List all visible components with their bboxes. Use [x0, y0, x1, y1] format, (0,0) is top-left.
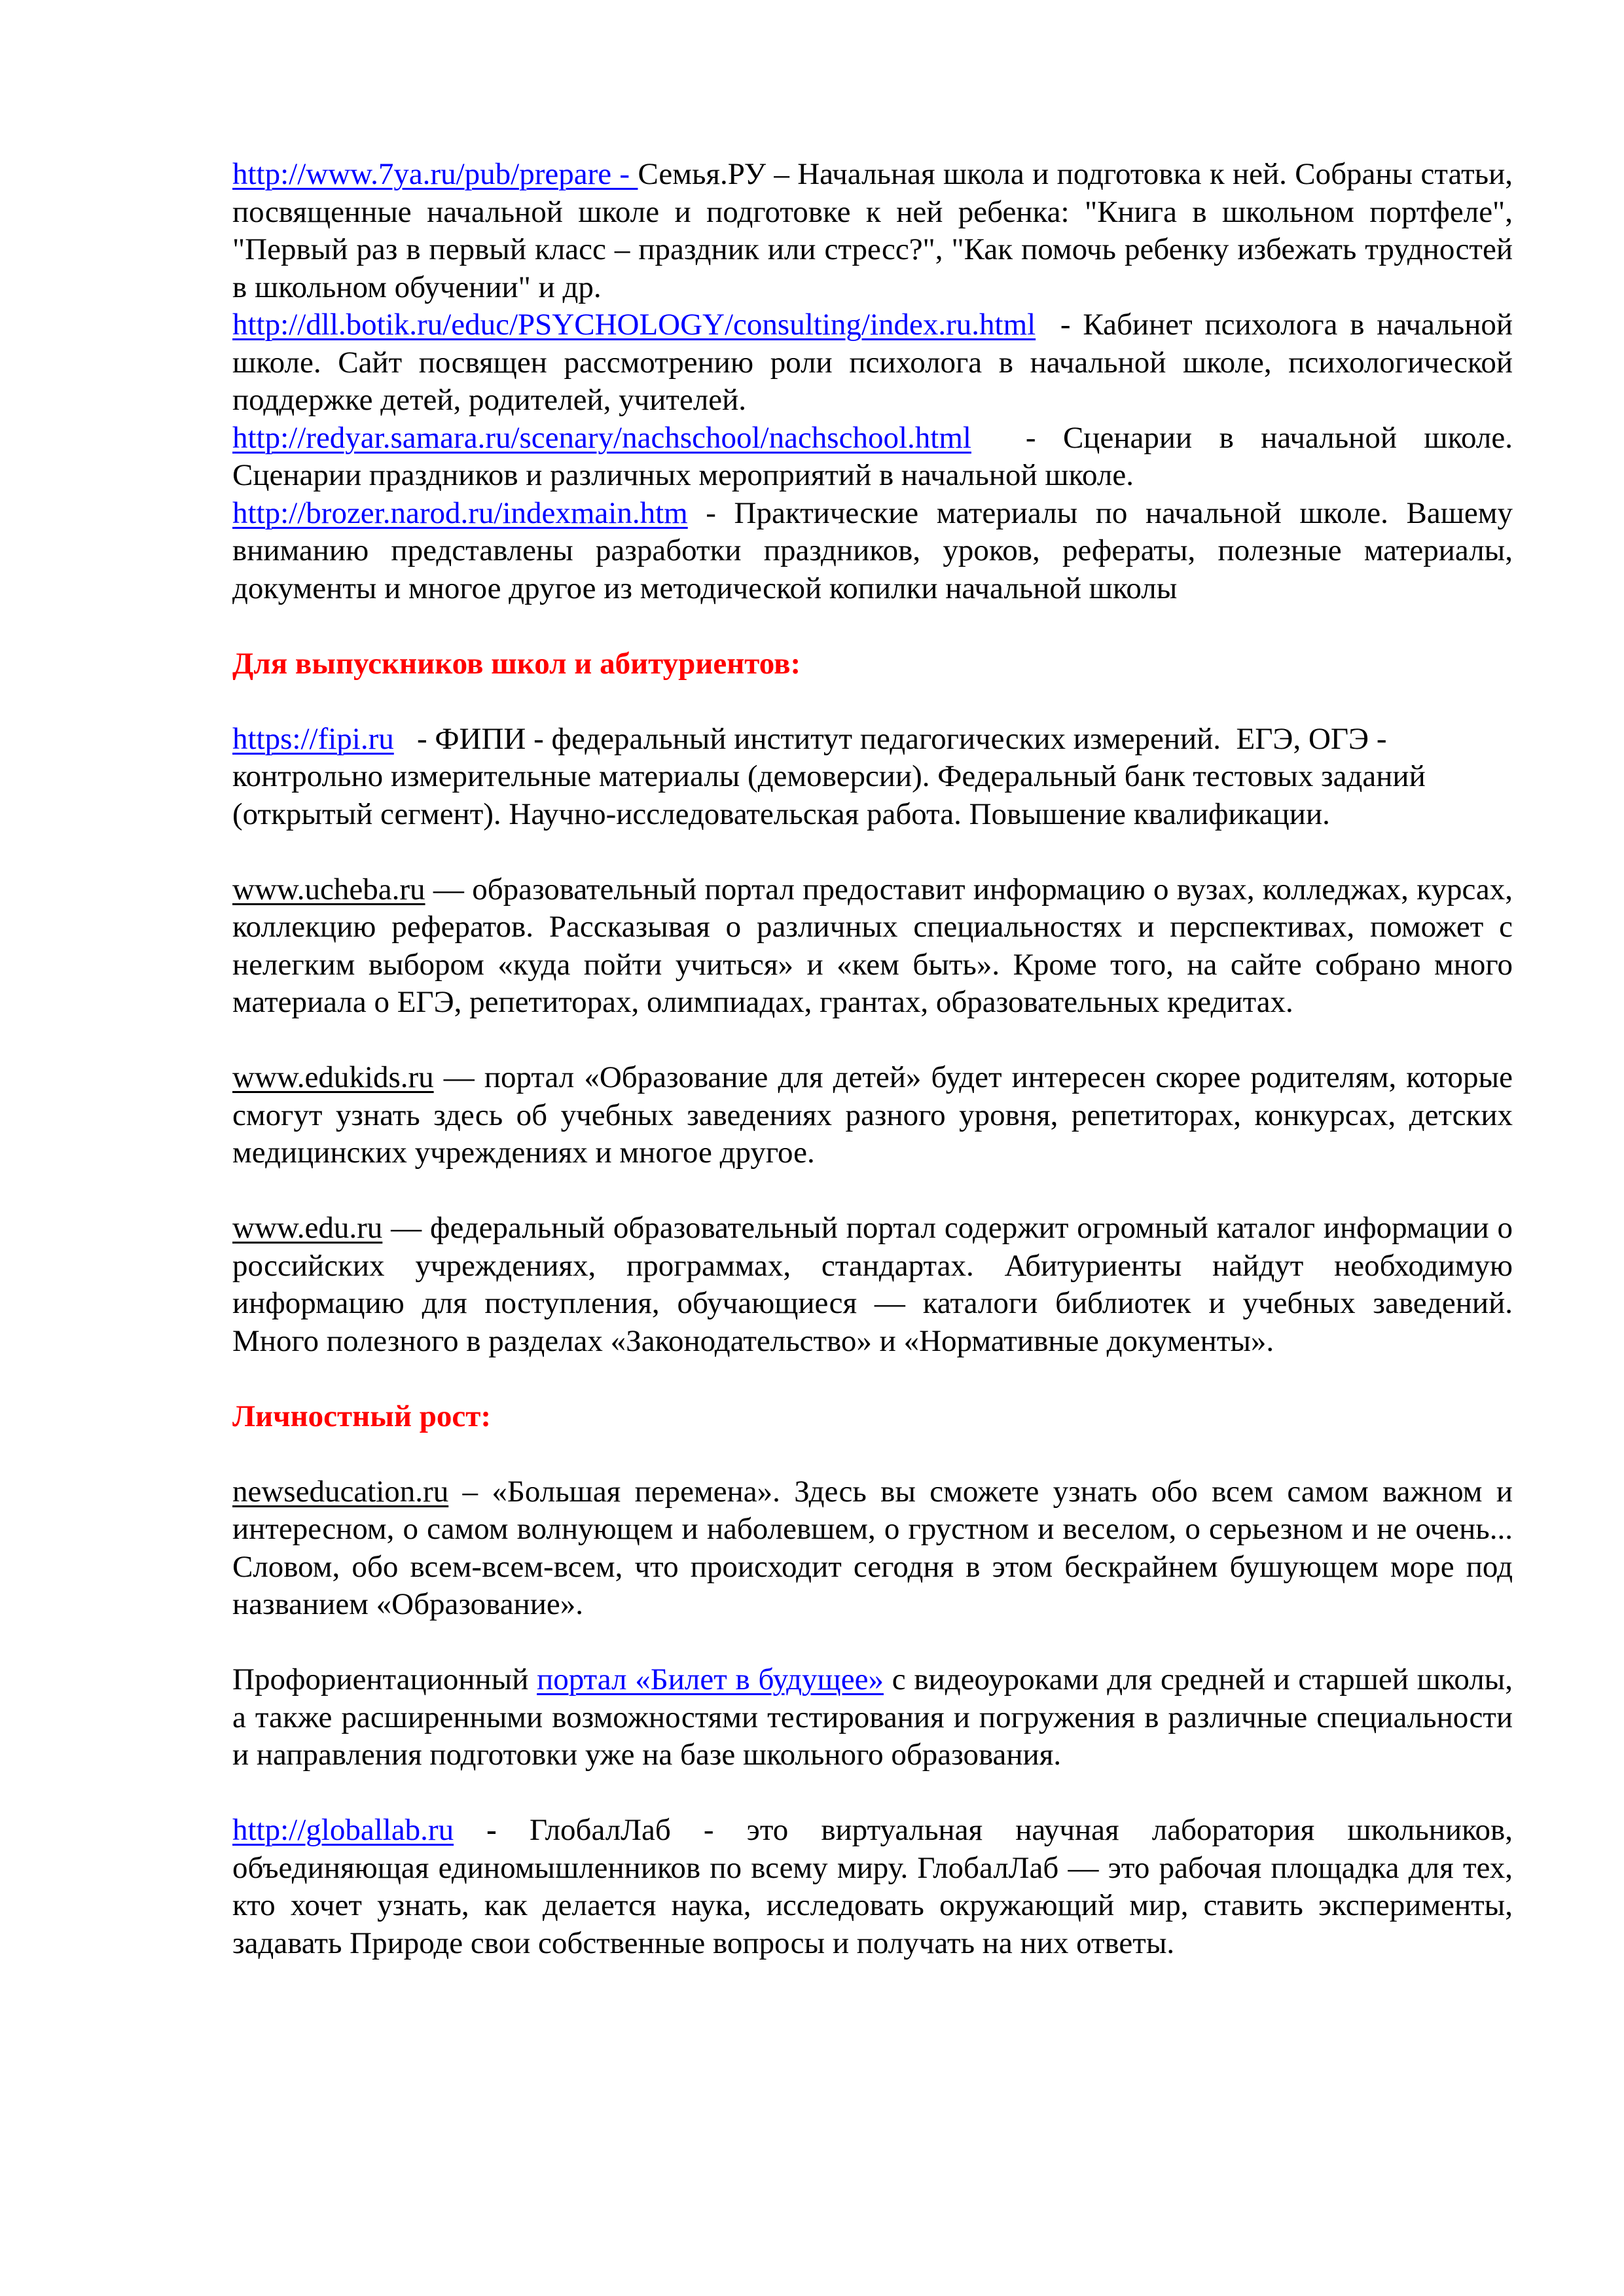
entry-description: — образовательный портал предоставит информацию о вузах, колледжах, курсах, коллекцию рефератов. Рассказывая о различных специальностях и перспективах, поможет с нелегким выбором «куда пойти учиться» и «кем быть». Кроме того, на сайте собрано много материала о ЕГЭ, репетиторах, олимпиадах, грантах, образовательных кредитах.: [232, 872, 1513, 1019]
entry-description: ГлобалЛаб - это виртуальная научная лаборатория школьников, объединяющая единомышленников по всему миру. ГлобалЛаб — это рабочая площадка для тех, кто хочет узнать, как делается наука, исследовать окружающий мир, ставить эксперименты, задавать Природе свои собственные вопросы и получать на них ответы.: [232, 1813, 1513, 1960]
spacer: [232, 607, 1513, 645]
entry-description: с видеоуроками для средней и старшей школы, а также расширенными возможностями тестирования и погружения в различные специальности и направления подготовки уже на базе школьного образования.: [232, 1662, 1513, 1772]
entry-edukids: [232, 1059, 1513, 1172]
entry-globallab: [232, 1812, 1513, 1962]
entry-newseducation: [232, 1473, 1513, 1624]
spacer: [232, 1774, 1513, 1812]
link-redyar-scenarios[interactable]: http://redyar.samara.ru/scenary/nachschool/nachschool.html: [232, 420, 971, 455]
link-brozer[interactable]: http://brozer.narod.ru/indexmain.htm: [232, 495, 688, 530]
entry-prefix: Профориентационный: [232, 1662, 537, 1696]
spacer: [232, 1624, 1513, 1662]
link-ucheba[interactable]: www.ucheba.ru: [232, 872, 425, 906]
heading-personal-growth: Личностный рост:: [232, 1399, 491, 1433]
entry-description: – «Большая перемена». Здесь вы сможете узнать обо всем самом важном и интересном, о самом волнующем и наболевшем, о грустном и веселом, о серьезном и не очень... Словом, обо всем-всем-всем, что происходит сегодня в этом бескрайнем бушующем море под названием «Образование».: [232, 1474, 1513, 1621]
entry-bilet: [232, 1661, 1513, 1774]
spacer: [232, 1360, 1513, 1398]
entry-description: — портал «Образование для детей» будет интересен скорее родителям, которые смогут узнать здесь об учебных заведениях разного уровня, репетиторах, конкурсах, детских медицинских учреждениях и многое другое.: [232, 1060, 1513, 1170]
link-newseducation[interactable]: newseducation.ru: [232, 1474, 449, 1509]
link-globallab[interactable]: http://globallab.ru: [232, 1813, 454, 1847]
entry-7ya: [232, 156, 1513, 306]
entry-redyar: [232, 420, 1521, 495]
spacer: [232, 1022, 1513, 1060]
entry-description: - Кабинет психолога в начальной школе. Сайт посвящен рассмотрению роли психолога в начальной школе, психологической поддержке детей, родителей, учителей.: [232, 308, 1521, 417]
spacer: [232, 1172, 1513, 1210]
entry-description: — федеральный образовательный портал содержит огромный каталог информации о российских учреждениях, программах, стандартах. Абитуриенты найдут необходимую информацию для поступления, обучающиеся — каталоги библиотек и учебных заведений. Много полезного в разделах «Законодательство» и «Нормативные документы».: [232, 1211, 1513, 1358]
heading-graduates: Для выпускников школ и абитуриентов:: [232, 646, 801, 681]
entry-description: - Сценарии в начальной школе. Сценарии праздников и различных мероприятий в начальной школе.: [232, 420, 1521, 492]
entry-description: - Практические материалы по начальной школе. Вашему вниманию представлены разработки праздников, уроков, рефераты, полезные материалы, документы и многое другое из методической копилки начальной школы: [232, 495, 1513, 605]
entry-botik: [232, 306, 1521, 420]
link-botik-psychology[interactable]: http://dll.botik.ru/educ/PSYCHOLOGY/consulting/index.ru.html: [232, 308, 1036, 342]
spacer: [232, 683, 1513, 721]
document-page: [232, 156, 1521, 1962]
link-fipi[interactable]: https://fipi.ru: [232, 721, 394, 756]
entry-description: Семья.РУ – Начальная школа и подготовка к ней. Собраны статьи, посвященные начальной школе и подготовке к ней ребенка: "Книга в школьном портфеле", "Первый раз в первый класс – праздник или стресс?", "Как помочь ребенку избежать трудностей в школьном обучении" и др.: [232, 157, 1513, 304]
link-7ya[interactable]: http://www.7ya.ru/pub/prepare -: [232, 157, 638, 191]
link-bilet-v-budushchee[interactable]: портал «Билет в будущее»: [537, 1662, 884, 1696]
entry-brozer: [232, 495, 1513, 608]
entry-separator: -: [454, 1813, 530, 1847]
entry-edu: [232, 1210, 1513, 1360]
link-edukids[interactable]: www.edukids.ru: [232, 1060, 434, 1094]
entry-ucheba: [232, 871, 1513, 1022]
spacer: [232, 833, 1513, 871]
entry-fipi: [232, 721, 1513, 834]
link-edu[interactable]: www.edu.ru: [232, 1211, 383, 1245]
spacer: [232, 1435, 1513, 1473]
entry-description: - ФИПИ - федеральный институт педагогических измерений. ЕГЭ, ОГЭ - контрольно измерительные материалы (демоверсии). Федеральный банк тестовых заданий (открытый сегмент). Научно-исследовательская работа. Повышение квалификации.: [232, 721, 1434, 831]
